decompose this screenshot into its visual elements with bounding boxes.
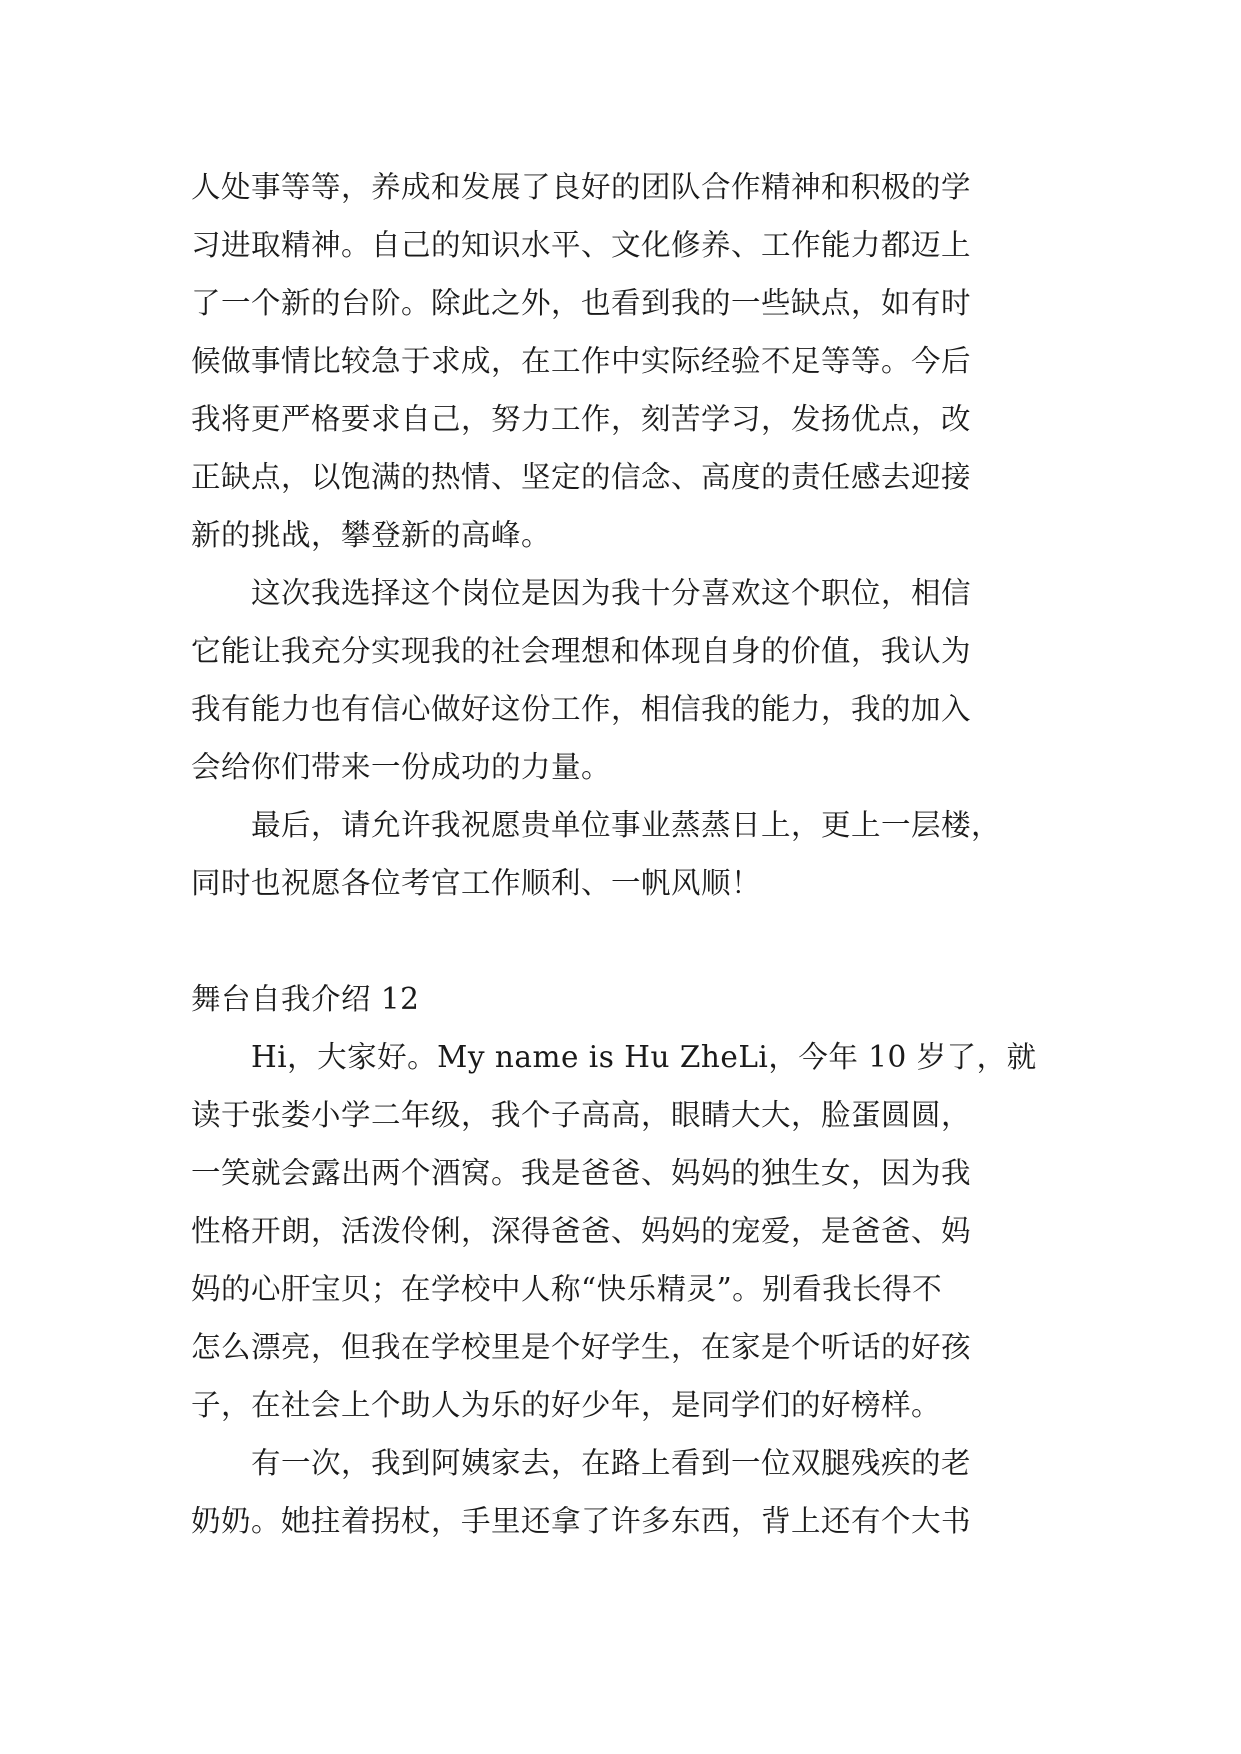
text-line: 最后，请允许我祝愿贵单位事业蒸蒸日上，更上一层楼， bbox=[251, 808, 1002, 842]
text-line: 奶奶。她拄着拐杖，手里还拿了许多东西，背上还有个大书 bbox=[191, 1504, 972, 1538]
text-line: 会给你们带来一份成功的力量。 bbox=[191, 750, 612, 784]
text-line: 了一个新的台阶。除此之外，也看到我的一些缺点，如有时 bbox=[191, 286, 972, 320]
text-line: 这次我选择这个岗位是因为我十分喜欢这个职位，相信 bbox=[251, 576, 972, 610]
text-line: 我将更严格要求自己，努力工作，刻苦学习，发扬优点，改 bbox=[191, 402, 972, 436]
text-line: 候做事情比较急于求成，在工作中实际经验不足等等。今后 bbox=[191, 344, 972, 378]
text-line: 子，在社会上个助人为乐的好少年，是同学们的好榜样。 bbox=[191, 1388, 942, 1422]
blank-line bbox=[191, 912, 1051, 970]
text-line: 它能让我充分实现我的社会理想和体现自身的价值，我认为 bbox=[191, 634, 972, 668]
document-body bbox=[191, 158, 1051, 1550]
paragraph bbox=[191, 158, 1051, 564]
text-line: 同时也祝愿各位考官工作顺利、一帆风顺！ bbox=[191, 866, 762, 900]
text-line: 习进取精神。自己的知识水平、文化修养、工作能力都迈上 bbox=[191, 228, 972, 262]
text-line: 妈的心肝宝贝；在学校中人称“快乐精灵”。别看我长得不 bbox=[191, 1272, 943, 1306]
text-line: 有一次，我到阿姨家去，在路上看到一位双腿残疾的老 bbox=[251, 1446, 972, 1480]
text-line: 新的挑战，攀登新的高峰。 bbox=[191, 518, 552, 552]
text-line: 一笑就会露出两个酒窝。我是爸爸、妈妈的独生女，因为我 bbox=[191, 1156, 972, 1190]
text-line: Hi，大家好。My name is Hu ZheLi，今年 10 岁了，就 bbox=[251, 1040, 1037, 1074]
paragraph bbox=[191, 1028, 1051, 1434]
text-line: 性格开朗，活泼伶俐，深得爸爸、妈妈的宠爱，是爸爸、妈 bbox=[191, 1214, 972, 1248]
section-title: 舞台自我介绍 12 bbox=[191, 982, 420, 1016]
text-line: 正缺点，以饱满的热情、坚定的信念、高度的责任感去迎接 bbox=[191, 460, 972, 494]
paragraph bbox=[191, 564, 1051, 796]
text-line: 怎么漂亮，但我在学校里是个好学生，在家是个听话的好孩 bbox=[191, 1330, 972, 1364]
paragraph bbox=[191, 1434, 1051, 1550]
text-line: 人处事等等，养成和发展了良好的团队合作精神和积极的学 bbox=[191, 170, 972, 204]
text-line: 读于张娄小学二年级，我个子高高，眼睛大大，脸蛋圆圆， bbox=[191, 1098, 972, 1132]
text-line: 我有能力也有信心做好这份工作，相信我的能力，我的加入 bbox=[191, 692, 972, 726]
paragraph bbox=[191, 796, 1051, 912]
